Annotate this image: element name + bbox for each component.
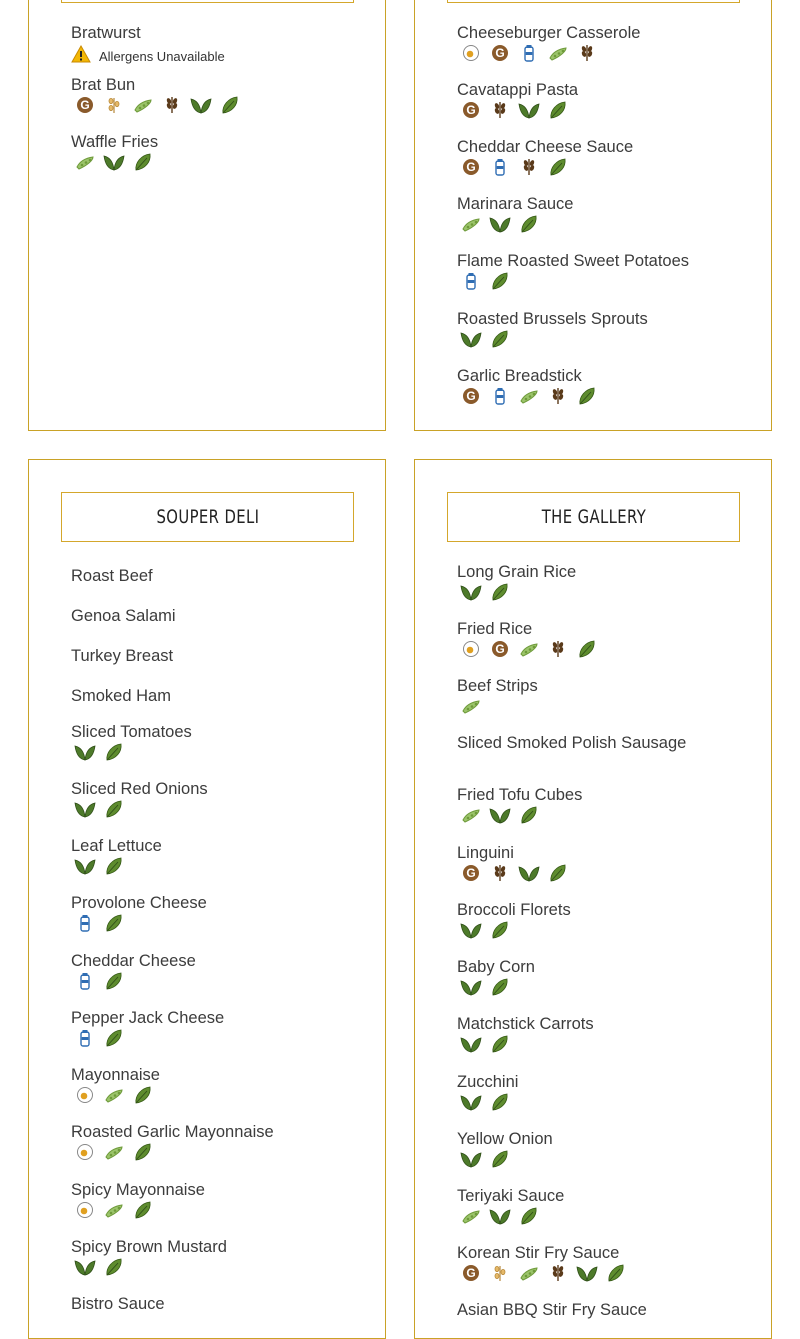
soy-icon xyxy=(518,1264,540,1282)
allergen-icons xyxy=(74,1143,274,1161)
item-name: Leaf Lettuce xyxy=(71,837,162,855)
milk-icon xyxy=(489,387,511,405)
svg-text:G: G xyxy=(495,642,505,657)
item-name: Fried Tofu Cubes xyxy=(457,786,583,804)
menu-item[interactable] xyxy=(457,843,576,882)
vegan-icon xyxy=(460,1150,482,1168)
vegetarian-icon xyxy=(489,1093,511,1111)
vegetarian-icon xyxy=(132,1086,154,1104)
allergen-icons xyxy=(460,864,576,882)
station-header-box xyxy=(61,0,354,3)
soy-icon xyxy=(460,697,482,715)
gluten-icon xyxy=(74,96,96,114)
allergen-icons xyxy=(460,272,689,290)
vegetarian-icon xyxy=(518,806,540,824)
menu-item[interactable] xyxy=(71,1237,227,1276)
vegan-icon xyxy=(576,1264,598,1282)
station-header-box xyxy=(61,492,354,542)
vegan-icon xyxy=(460,583,482,601)
item-name: Roasted Garlic Mayonnaise xyxy=(71,1123,274,1141)
gluten-icon xyxy=(489,640,511,658)
item-name: Pepper Jack Cheese xyxy=(71,1009,225,1027)
vegan-icon xyxy=(460,1035,482,1053)
vegan-icon xyxy=(103,153,125,171)
menu-item[interactable] xyxy=(71,646,173,666)
soy-icon xyxy=(460,1207,482,1225)
allergen-icons xyxy=(74,1029,224,1047)
station-panel-grill xyxy=(28,0,386,431)
milk-icon xyxy=(489,158,511,176)
item-name: Fried Rice xyxy=(457,620,533,638)
item-name: Matchstick Carrots xyxy=(457,1015,594,1033)
menu-item[interactable] xyxy=(457,366,605,405)
milk-icon xyxy=(74,914,96,932)
vegetarian-icon xyxy=(489,921,511,939)
allergen-icons xyxy=(74,914,207,932)
item-name: Garlic Breadstick xyxy=(457,367,582,385)
vegetarian-icon xyxy=(132,1143,154,1161)
vegan-icon xyxy=(74,1258,96,1276)
item-name: Teriyaki Sauce xyxy=(457,1187,565,1205)
menu-item[interactable] xyxy=(71,779,208,818)
item-name: Brat Bun xyxy=(71,76,136,94)
vegetarian-icon xyxy=(547,158,569,176)
vegetarian-icon xyxy=(103,914,125,932)
menu-item[interactable] xyxy=(71,566,153,586)
vegetarian-icon xyxy=(547,101,569,119)
menu-item[interactable] xyxy=(71,1065,161,1104)
vegan-icon xyxy=(489,215,511,233)
item-name: Cheddar Cheese Sauce xyxy=(457,138,634,156)
item-name: Sliced Smoked Polish Sausage xyxy=(457,734,687,752)
item-name: Zucchini xyxy=(457,1073,519,1091)
vegetarian-icon xyxy=(518,1207,540,1225)
gluten-icon xyxy=(460,158,482,176)
station-panel-entree xyxy=(414,0,772,431)
item-name: Yellow Onion xyxy=(457,1130,553,1148)
vegetarian-icon xyxy=(103,800,125,818)
menu-item[interactable] xyxy=(457,194,573,233)
egg-icon xyxy=(74,1086,96,1104)
menu-item[interactable] xyxy=(71,1294,165,1314)
menu-item[interactable] xyxy=(457,1072,518,1111)
menu-item[interactable] xyxy=(457,785,582,824)
vegetarian-icon xyxy=(132,153,154,171)
vegetarian-icon xyxy=(489,583,511,601)
item-name: Cavatappi Pasta xyxy=(457,81,579,99)
item-name: Mayonnaise xyxy=(71,1066,160,1084)
allergen-icons xyxy=(460,1207,564,1225)
item-name: Linguini xyxy=(457,844,514,862)
milk-icon xyxy=(74,972,96,990)
allergen-icons xyxy=(74,800,208,818)
vegetarian-icon xyxy=(103,972,125,990)
allergen-warning xyxy=(71,45,225,68)
menu-item[interactable] xyxy=(457,676,538,715)
allergen-icons xyxy=(460,330,648,348)
item-name: Genoa Salami xyxy=(71,607,176,625)
item-name: Sliced Tomatoes xyxy=(71,723,192,741)
warning-icon xyxy=(71,45,91,68)
menu-item[interactable] xyxy=(457,1186,564,1225)
item-name: Asian BBQ Stir Fry Sauce xyxy=(457,1301,647,1319)
vegetarian-icon xyxy=(547,864,569,882)
svg-text:G: G xyxy=(495,46,505,61)
sesame-icon xyxy=(576,44,598,62)
soy-icon xyxy=(74,153,96,171)
item-name: Spicy Brown Mustard xyxy=(71,1238,227,1256)
sesame-icon xyxy=(518,158,540,176)
menu-item[interactable] xyxy=(457,619,605,658)
allergen-icons xyxy=(460,806,582,824)
menu-item[interactable] xyxy=(457,23,640,62)
vegan-icon xyxy=(460,330,482,348)
vegan-icon xyxy=(74,800,96,818)
vegan-icon xyxy=(489,1207,511,1225)
soy-icon xyxy=(518,640,540,658)
allergen-icons xyxy=(460,1264,634,1282)
egg-icon xyxy=(74,1201,96,1219)
allergen-icons xyxy=(460,978,535,996)
sesame-icon xyxy=(547,640,569,658)
vegetarian-icon xyxy=(489,1150,511,1168)
allergen-icons xyxy=(460,387,605,405)
station-panel-the-gallery xyxy=(414,459,772,1339)
item-name: Cheeseburger Casserole xyxy=(457,24,641,42)
vegan-icon xyxy=(460,978,482,996)
egg-icon xyxy=(460,44,482,62)
allergen-icons xyxy=(460,921,571,939)
gluten-icon xyxy=(489,44,511,62)
egg-icon xyxy=(74,1143,96,1161)
item-name: Beef Strips xyxy=(457,677,538,695)
allergen-icons xyxy=(74,96,248,114)
vegetarian-icon xyxy=(489,1035,511,1053)
gluten-icon xyxy=(460,387,482,405)
item-name: Marinara Sauce xyxy=(457,195,574,213)
menu-item[interactable] xyxy=(71,75,248,114)
station-panel-souper-deli xyxy=(28,459,386,1339)
soy-icon xyxy=(547,44,569,62)
allergen-icons xyxy=(74,1201,205,1219)
soy-icon xyxy=(518,387,540,405)
item-name: Baby Corn xyxy=(457,958,535,976)
milk-icon xyxy=(74,1029,96,1047)
allergen-icons xyxy=(460,44,640,62)
gluten-icon xyxy=(460,864,482,882)
item-name: Provolone Cheese xyxy=(71,894,207,912)
vegetarian-icon xyxy=(576,387,598,405)
vegetarian-icon xyxy=(103,743,125,761)
wheat-icon xyxy=(489,1264,511,1282)
vegetarian-icon xyxy=(489,978,511,996)
allergen-note: Allergens Unavailable xyxy=(99,49,225,64)
menu-item[interactable] xyxy=(457,1014,594,1053)
menu-item[interactable] xyxy=(71,132,161,171)
menu-item[interactable] xyxy=(457,957,535,996)
item-name: Cheddar Cheese xyxy=(71,952,196,970)
item-name: Spicy Mayonnaise xyxy=(71,1181,205,1199)
menu-item[interactable] xyxy=(71,836,162,875)
vegetarian-icon xyxy=(103,857,125,875)
soy-icon xyxy=(103,1086,125,1104)
menu-item[interactable] xyxy=(71,606,176,626)
vegan-icon xyxy=(460,1093,482,1111)
svg-text:G: G xyxy=(466,103,476,118)
menu-item[interactable] xyxy=(457,80,578,119)
allergen-icons xyxy=(74,1258,227,1276)
item-name: Bistro Sauce xyxy=(71,1295,165,1313)
station-title: SOUPER DELI xyxy=(156,506,259,528)
menu-item[interactable] xyxy=(457,562,576,601)
svg-text:G: G xyxy=(466,389,476,404)
vegan-icon xyxy=(460,921,482,939)
station-header-box xyxy=(447,0,740,3)
menu-item[interactable] xyxy=(71,951,196,990)
menu-item[interactable] xyxy=(457,1129,553,1168)
soy-icon xyxy=(460,806,482,824)
soy-icon xyxy=(103,1143,125,1161)
station-title: THE GALLERY xyxy=(541,506,646,528)
allergen-icons xyxy=(460,640,605,658)
sesame-icon xyxy=(489,101,511,119)
svg-text:G: G xyxy=(466,160,476,175)
vegan-icon xyxy=(74,743,96,761)
menu-item[interactable] xyxy=(457,137,633,176)
allergen-icons xyxy=(460,215,573,233)
menu-item[interactable] xyxy=(71,1180,205,1219)
soy-icon xyxy=(103,1201,125,1219)
menu-item[interactable] xyxy=(71,23,225,68)
item-name: Bratwurst xyxy=(71,24,141,42)
allergen-icons xyxy=(74,857,162,875)
allergen-icons xyxy=(460,1035,594,1053)
gluten-icon xyxy=(460,1264,482,1282)
vegan-icon xyxy=(190,96,212,114)
allergen-icons xyxy=(74,1086,161,1104)
item-name: Sliced Red Onions xyxy=(71,780,208,798)
allergen-icons xyxy=(460,101,578,119)
allergen-icons xyxy=(74,972,196,990)
vegetarian-icon xyxy=(605,1264,627,1282)
item-name: Broccoli Florets xyxy=(457,901,571,919)
vegan-icon xyxy=(518,101,540,119)
soy-icon xyxy=(132,96,154,114)
vegan-icon xyxy=(518,864,540,882)
egg-icon xyxy=(460,640,482,658)
menu-item[interactable] xyxy=(71,686,171,706)
menu-item[interactable] xyxy=(457,733,697,753)
menu-item[interactable] xyxy=(457,309,648,348)
vegetarian-icon xyxy=(518,215,540,233)
vegetarian-icon xyxy=(489,330,511,348)
sesame-icon xyxy=(161,96,183,114)
vegetarian-icon xyxy=(219,96,241,114)
menu-item[interactable] xyxy=(71,1122,274,1161)
soy-icon xyxy=(460,215,482,233)
svg-text:G: G xyxy=(466,1266,476,1281)
menu-item[interactable] xyxy=(457,251,689,290)
allergen-icons xyxy=(460,1150,553,1168)
milk-icon xyxy=(518,44,540,62)
allergen-icons xyxy=(74,743,192,761)
vegetarian-icon xyxy=(132,1201,154,1219)
sesame-icon xyxy=(547,387,569,405)
station-header-box xyxy=(447,492,740,542)
menu-item[interactable] xyxy=(71,893,207,932)
allergen-icons xyxy=(460,697,538,715)
vegetarian-icon xyxy=(576,640,598,658)
vegan-icon xyxy=(74,857,96,875)
item-name: Flame Roasted Sweet Potatoes xyxy=(457,252,690,270)
vegetarian-icon xyxy=(103,1029,125,1047)
svg-text:G: G xyxy=(80,98,90,113)
wheat-icon xyxy=(103,96,125,114)
menu-item[interactable] xyxy=(71,1008,224,1047)
item-name: Roasted Brussels Sprouts xyxy=(457,310,648,328)
item-name: Roast Beef xyxy=(71,567,153,585)
menu-item[interactable] xyxy=(457,900,571,939)
item-name: Waffle Fries xyxy=(71,133,159,151)
vegetarian-icon xyxy=(489,272,511,290)
allergen-icons xyxy=(460,1093,518,1111)
svg-text:G: G xyxy=(466,866,476,881)
menu-item[interactable] xyxy=(457,1243,634,1282)
menu-item[interactable] xyxy=(457,1300,647,1320)
item-name: Korean Stir Fry Sauce xyxy=(457,1244,620,1262)
item-name: Smoked Ham xyxy=(71,687,171,705)
vegan-icon xyxy=(489,806,511,824)
sesame-icon xyxy=(489,864,511,882)
item-name: Turkey Breast xyxy=(71,647,174,665)
gluten-icon xyxy=(460,101,482,119)
allergen-icons xyxy=(460,158,633,176)
menu-item[interactable] xyxy=(71,722,192,761)
sesame-icon xyxy=(547,1264,569,1282)
vegetarian-icon xyxy=(103,1258,125,1276)
item-name: Long Grain Rice xyxy=(457,563,577,581)
allergen-icons xyxy=(74,153,161,171)
milk-icon xyxy=(460,272,482,290)
allergen-icons xyxy=(460,583,576,601)
